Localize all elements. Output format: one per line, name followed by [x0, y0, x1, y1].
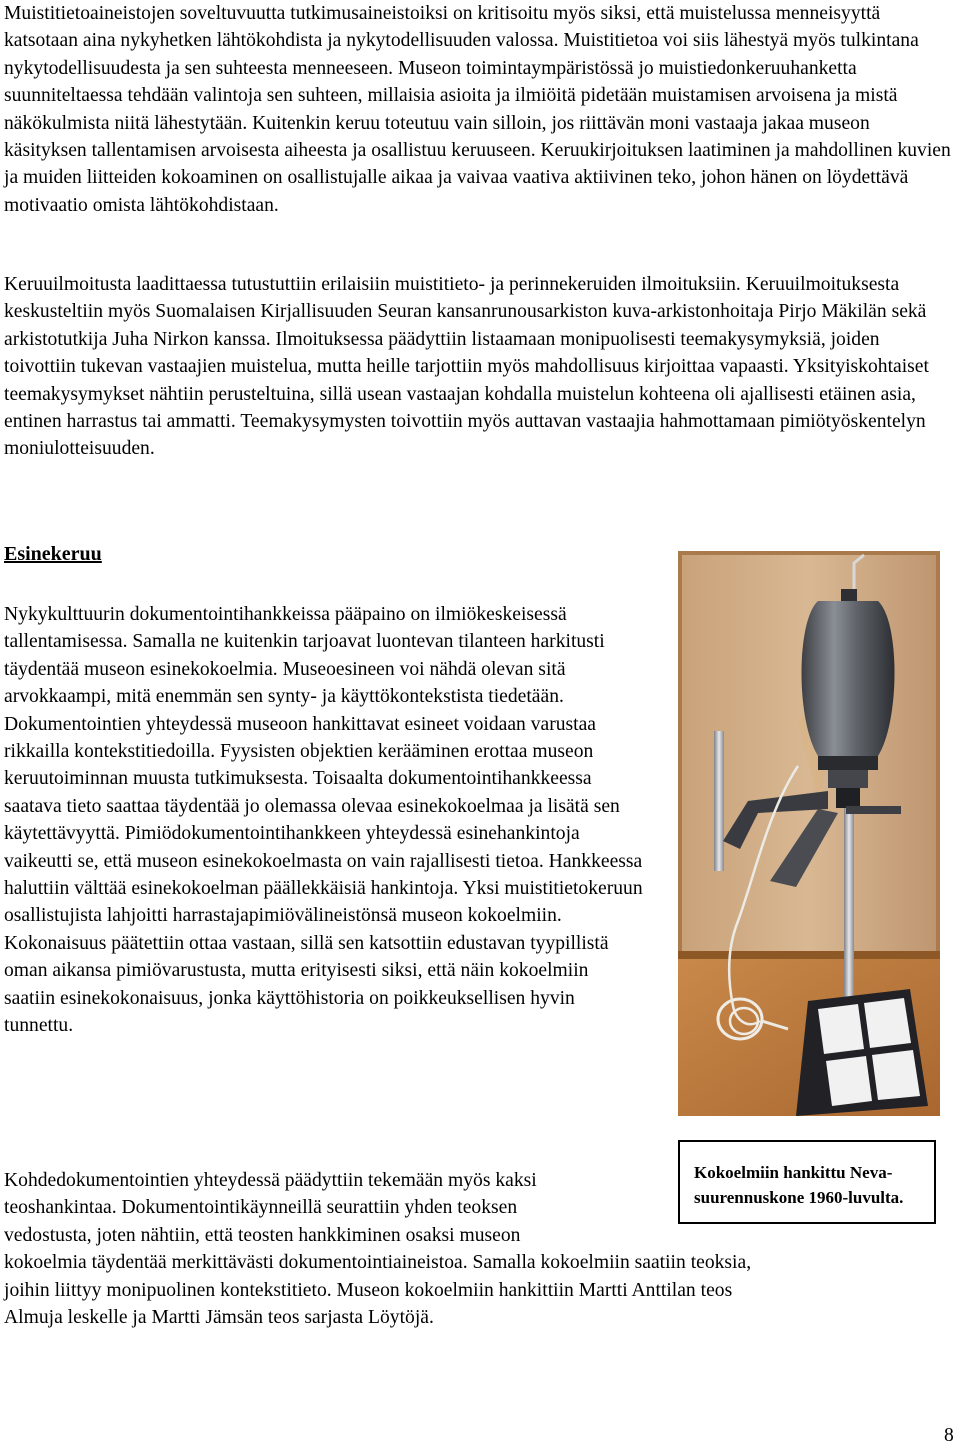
- photo-caption: Kokoelmiin hankittu Neva-suurennuskone 1960-luvulta.: [678, 1140, 936, 1224]
- paragraph-line: joihin liittyy monipuolinen kontekstitieto. Museon kokoelmiin hankittiin Martti Anttilan teos: [4, 1279, 733, 1301]
- paragraph-announcement: Keruuilmoitusta laadittaessa tutustuttiin erilaisiin muistitieto- ja perinnekeruiden ilmoituksiin. Keruuilmoituksesta keskusteltiin myös Suomalaisen Kirjallisuuden Seuran kansanrunousarkiston kuva-arkistonhoitaja Pirjo Mäkilän sekä arkistotutkija Juha Nirkon kanssa. Ilmoituksessa päädyttiin listaamaan monipuolisesti teemakysymyksiä, joiden toivottiin tukevan vastaajien muistelua, mutta heille tarjottiin myös mahdollisuus kirjoittaa vapaasti. Yksityiskohtaiset teemakysymykset nähtiin perusteltuina, sillä usean vastaajan kohdalla muistelun kohteena oli ajallisesti etäinen asia, entinen harrastus tai ammatti. Teemakysymysten toivottiin myös auttavan vastaajia hahmottamaan pimiötyöskentelyn moniulotteisuuden.: [4, 274, 929, 460]
- page-number: 8: [944, 1425, 954, 1446]
- paragraph-line: Kohdedokumentointien yhteydessä päädyttiin tekemään myös kaksi: [4, 1170, 537, 1191]
- paragraph-artwork-acquisitions: [4, 1167, 751, 1331]
- paragraph-line: teoshankintaa. Dokumentointikäynneillä seurattiin yhden teoksen: [4, 1197, 518, 1219]
- section-heading: Esinekeruu: [4, 543, 102, 565]
- paragraph-memory-data: Muistitietoaineistojen soveltuvuutta tutkimusaineistoiksi on kritisoitu myös siksi, että muistelussa menneisyyttä katsotaan aina nykyhetken lähtökohdista ja nykytodellisuuden valossa. Muistitietoa voi siis lähestyä myös tulkintana nykytodellisuudesta ja sen suhteesta menneeseen. Museon toimintaympäristössä jo muistiedonkeruuhanketta suunniteltaessa tehdään valintoja sen suhteen, millaisia asioita ja ilmiöitä pidetään muistamisen arvoisena ja mistä näkökulmista niitä lähestytään. Kuitenkin keruu toteutuu vain silloin, jos riittävän moni vastaaja jakaa museon käsityksen tallentamisen arvoisesta aiheesta ja osallistuu keruuseen. Keruukirjoituksen laatiminen ja mahdollinen kuvien ja muiden liitteiden kokoaminen on osallistujalle aikaa ja vaivaa vaativa aktiivinen teko, johon hänen on löydettävä motivaatio omista lähtökohdistaan.: [4, 3, 951, 216]
- paragraph-line: Almuja leskelle ja Martti Jämsän teos sarjasta Löytöjä.: [4, 1307, 434, 1329]
- paragraph-line: kokoelmia täydentää merkittävästi dokumentointiaineistoa. Samalla kokoelmiin saatiin teoksia,: [4, 1252, 752, 1274]
- enlarger-photo: [678, 551, 940, 1116]
- paragraph-object-collection: Nykykulttuurin dokumentointihankkeissa pääpaino on ilmiökeskeisessä tallentamisessa. Samalla ne kuitenkin tarjoavat luontevan tilanteen harkitusti täydentää museon esinekokoelmia. Museoesineen voi nähdä olevan sitä arvokkaampi, mitä enemmän sen synty- ja käyttökontekstista tiedetään. Dokumentointien yhteydessä museoon hankittavat esineet voidaan varustaa rikkailla kontekstitiedoilla. Fyysisten objektien kerääminen erottaa museon keruutoiminnan muusta tutkimuksesta. Toisaalta dokumentointihankkeessa saatava tieto saattaa täydentää jo olemassa olevaa esinekokoelmaa ja lisätä sen käytettävyyttä. Pimiödokumentointihankkeen yhteydessä esinehankintoja vaikeutti se, että museon esinekokoelmasta on vain rajallisesti tietoa. Hankkeessa haluttiin välttää esinekokoelman päällekkäisiä hankintoja. Yksi muistitietokeruun osallistujista lahjoitti harrastajapimiövälineistönsä museon kokoelmiin. Kokonaisuus päätettiin ottaa vastaan, sillä sen katsottiin edustavan tyypillistä oman aikansa pimiövarustusta, mutta erityisesti siksi, että näin kokoelmiin saatiin esinekokonaisuus, jonka käyttöhistoria on poikkeuksellisen hyvin tunnettu.: [4, 604, 643, 1037]
- paragraph-line: vedostusta, joten nähtiin, että teosten hankkiminen osaksi museon: [4, 1224, 521, 1246]
